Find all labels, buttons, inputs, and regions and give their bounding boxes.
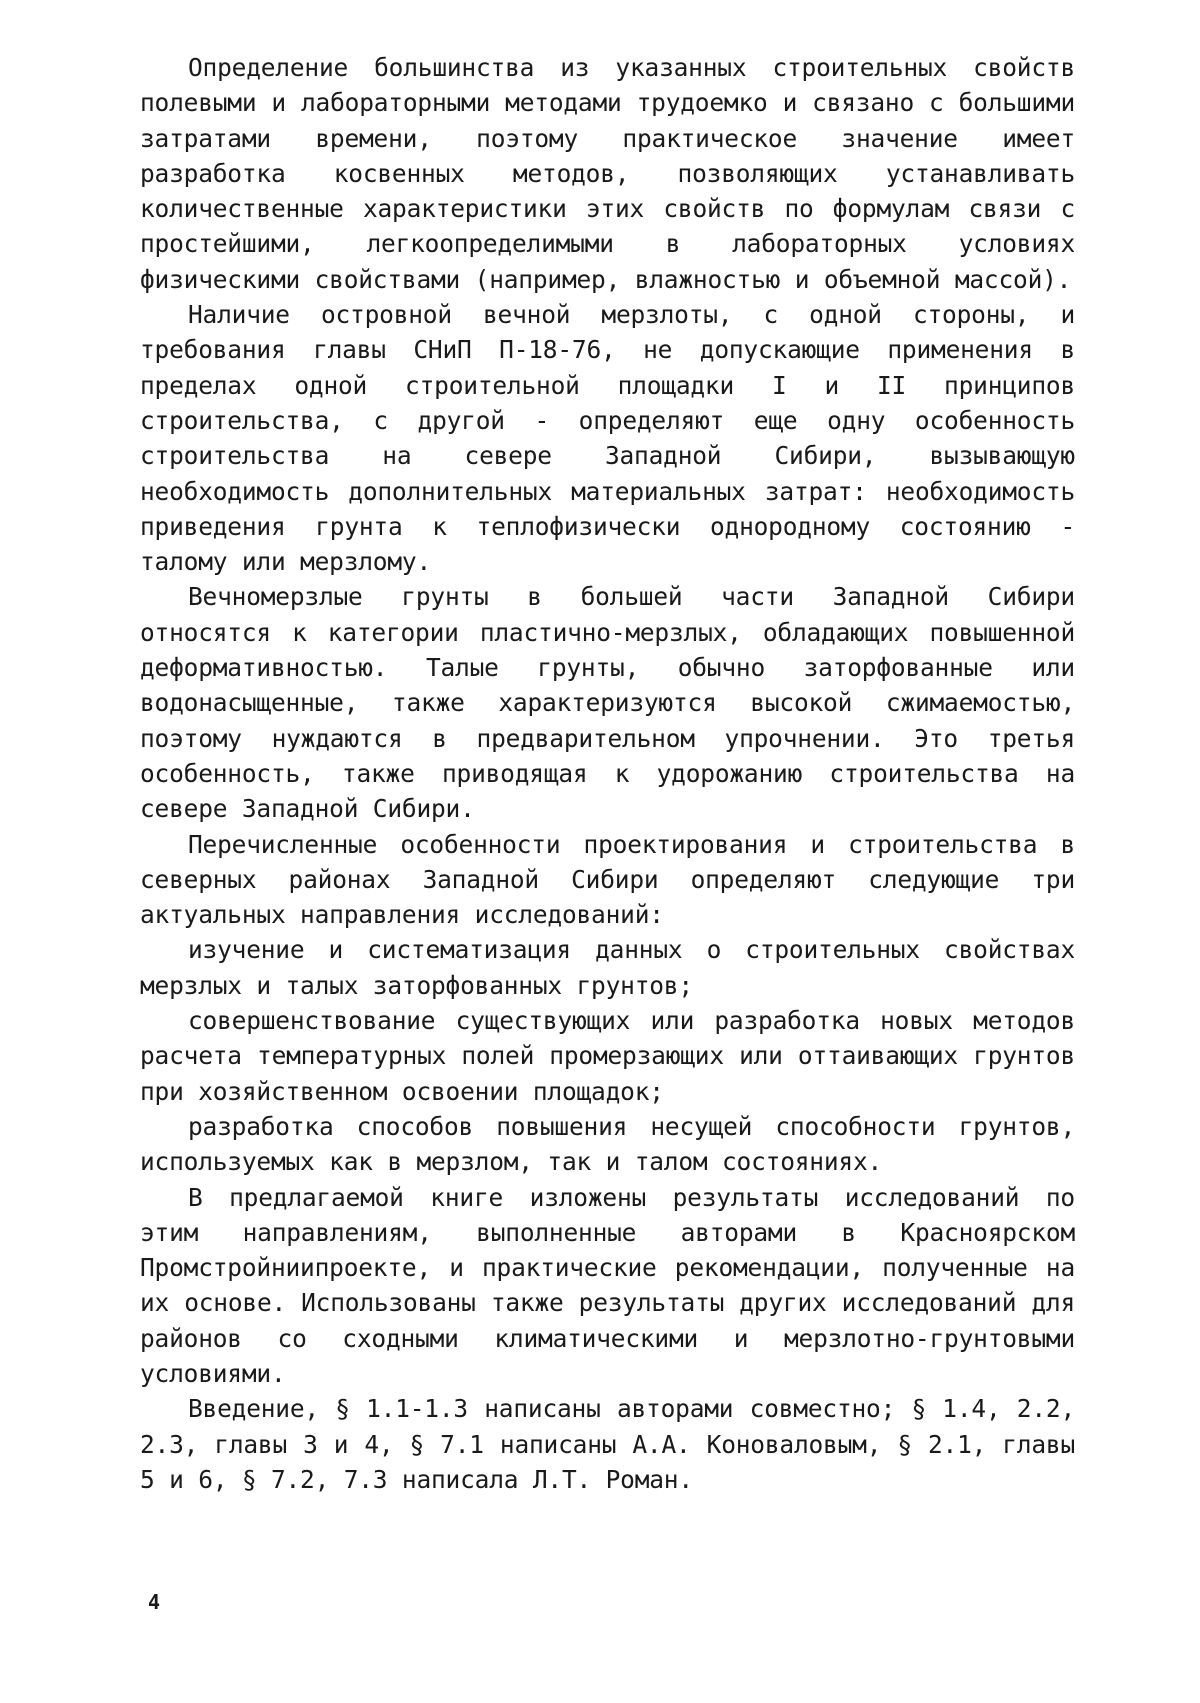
list-item-2: совершенствование существующих или разработка новых методов расчета температурных полей промерзающих или оттаивающих грунтов при хозяйственном освоении площадок; xyxy=(140,1006,1075,1106)
list-item-1: изучение и систематизация данных о строительных свойствах мерзлых и талых заторфованных грунтов; xyxy=(140,935,1075,1000)
page-body xyxy=(140,50,1075,1497)
paragraph-3: Вечномерзлые грунты в большей части Западной Сибири относятся к категории пластично-мерзлых, обладающих повышенной деформативностью. Талые грунты, обычно заторфованные или водонасыщенные, также характеризуются высокой сжимаемостью, поэтому нуждаются в предварительном упрочнении. Это третья особенность, также приводящая к удорожанию строительства на севере Западной Сибири. xyxy=(140,582,1075,824)
list-item-3: разработка способов повышения несущей способности грунтов, используемых как в мерзлом, так и талом состояниях. xyxy=(140,1111,1075,1177)
paragraph-2: Наличие островной вечной мерзлоты, с одной стороны, и требования главы СНиП П-18-76, не допускающие применения в пределах одной строительной площадки I и II принципов строительства, с другой - определяют еще одну особенность строительства на севере Западной Сибири, вызывающую необходимость дополнительных материальных затрат: необходимость приведения грунта к теплофизически однородному состоянию - талому или мерзлому. xyxy=(140,300,1075,577)
page-number: 4 xyxy=(148,1590,161,1614)
paragraph-1: Определение большинства из указанных строительных свойств полевыми и лабораторными методами трудоемко и связано с большими затратами времени, поэтому практическое значение имеет разработка косвенных методов, позволяющих устанавливать количественные характеристики этих свойств по формулам связи с простейшими, легкоопределимыми в лабораторных условиях физическими свойствами (например, влажностью и объемной массой). xyxy=(140,53,1075,294)
paragraph-5: В предлагаемой книге изложены результаты исследований по этим направлениям, выполненные авторами в Красноярском Промстройниипроекте, и практические рекомендации, полученные на их основе. Использованы также результаты других исследований для районов со сходными климатическими и мерзлотно-грунтовыми условиями. xyxy=(140,1182,1075,1388)
paragraph-4: Перечисленные особенности проектирования и строительства в северных районах Западной Сибири определяют следующие три актуальных направления исследований: xyxy=(140,829,1075,930)
paragraph-6: Введение, § 1.1-1.3 написаны авторами совместно; § 1.4, 2.2, 2.3, главы 3 и 4, § 7.1 написаны А.А. Коноваловым, § 2.1, главы 5 и 6, § 7.2, 7.3 написала Л.Т. Роман. xyxy=(140,1394,1075,1494)
